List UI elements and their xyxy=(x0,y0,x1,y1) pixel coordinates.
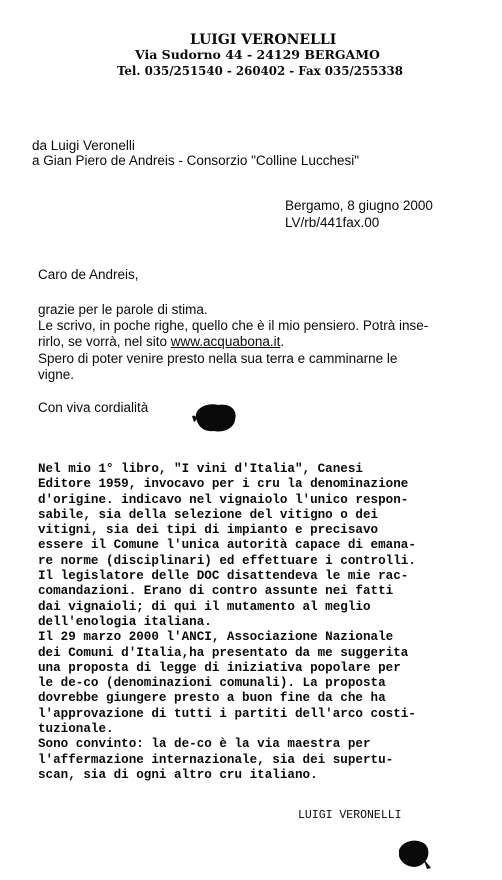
statement-line: una proposta di legge di iniziativa popolare per xyxy=(38,660,401,675)
letterhead-name: LUIGI VERONELLI xyxy=(190,32,337,48)
thanks-line: grazie per le parole di stima. xyxy=(38,302,208,317)
statement-line: Il legislatore delle DOC disattendeva le mie rac- xyxy=(38,569,409,584)
statement-line: Editore 1959, invocavo per i cru la denominazione xyxy=(38,477,409,492)
hope-line-1: Spero di poter venire presto nella sua terra e camminarne le xyxy=(38,351,398,366)
body-paragraph-line-1: Le scrivo, in poche righe, quello che è il mio pensiero. Potrà inse- xyxy=(38,318,429,333)
statement-line: l'approvazione di tutti i partiti dell'arco costi- xyxy=(38,706,416,721)
letterhead-phone: Tel. 035/251540 - 260402 - Fax 035/255338 xyxy=(117,64,403,78)
place-date: Bergamo, 8 giugno 2000 xyxy=(285,198,433,213)
typed-signature: LUIGI VERONELLI xyxy=(298,809,402,822)
statement-line: essere il Comune l'unica autorità capace di emana- xyxy=(38,538,416,553)
body-paragraph-prefix: rirlo, se vorrà, nel sito xyxy=(38,334,171,349)
statement-line: Sono convinto: la de-co è la via maestra per xyxy=(38,737,371,752)
statement-line: sabile, sia della selezione del vitigno o dei xyxy=(38,507,379,522)
handwritten-initial-mark xyxy=(395,836,433,870)
body-paragraph-suffix: . xyxy=(280,334,285,349)
statement-line: Nel mio 1° libro, "I vini d'Italia", Canesi xyxy=(38,462,363,476)
body-paragraph-line-2 xyxy=(38,334,284,350)
recipient-line: a Gian Piero de Andreis - Consorzio "Colline Lucchesi" xyxy=(32,153,359,168)
statement-line: l'affermazione internazionale, sia dei supertu- xyxy=(38,752,394,767)
statement-line: Il 29 marzo 2000 l'ANCI, Associazione Nazionale xyxy=(38,630,394,645)
statement-line: re norme (disciplinari) ed effettuare i controlli. xyxy=(38,553,416,568)
website-link[interactable]: www.acquabona.it xyxy=(170,334,281,349)
hope-line-2: vigne. xyxy=(38,367,75,382)
statement-line: tuzionale. xyxy=(38,722,114,737)
typed-statement xyxy=(38,462,416,783)
statement-line: dei Comuni d'Italia,ha presentato da me suggerita xyxy=(38,645,409,660)
sender-line: da Luigi Veronelli xyxy=(32,138,135,153)
statement-line: dovrebbe giungere presto a buon fine da che ha xyxy=(38,691,386,706)
closing-line: Con viva cordialità xyxy=(38,400,149,415)
statement-line: d'origine. indicavo nel vignaiolo l'unico respon- xyxy=(38,492,409,507)
statement-line: vitigni, sia dei tipi di impianto e precisavo xyxy=(38,523,379,538)
handwritten-signature-mark xyxy=(190,400,240,434)
statement-line: dai vignaioli; di qui il mutamento al meglio xyxy=(38,599,371,614)
statement-line: dell'enologia italiana. xyxy=(38,614,212,629)
letterhead-address: Via Sudorno 44 - 24129 BERGAMO xyxy=(135,47,380,62)
statement-line: comandazioni. Erano di contro assunte nei fatti xyxy=(38,584,394,599)
reference-code: LV/rb/441fax.00 xyxy=(285,215,380,230)
statement-line: le de-co (denominazioni comunali). La proposta xyxy=(38,676,386,691)
statement-line: scan, sia di ogni altro cru italiano. xyxy=(38,767,318,782)
salutation: Caro de Andreis, xyxy=(38,267,139,282)
